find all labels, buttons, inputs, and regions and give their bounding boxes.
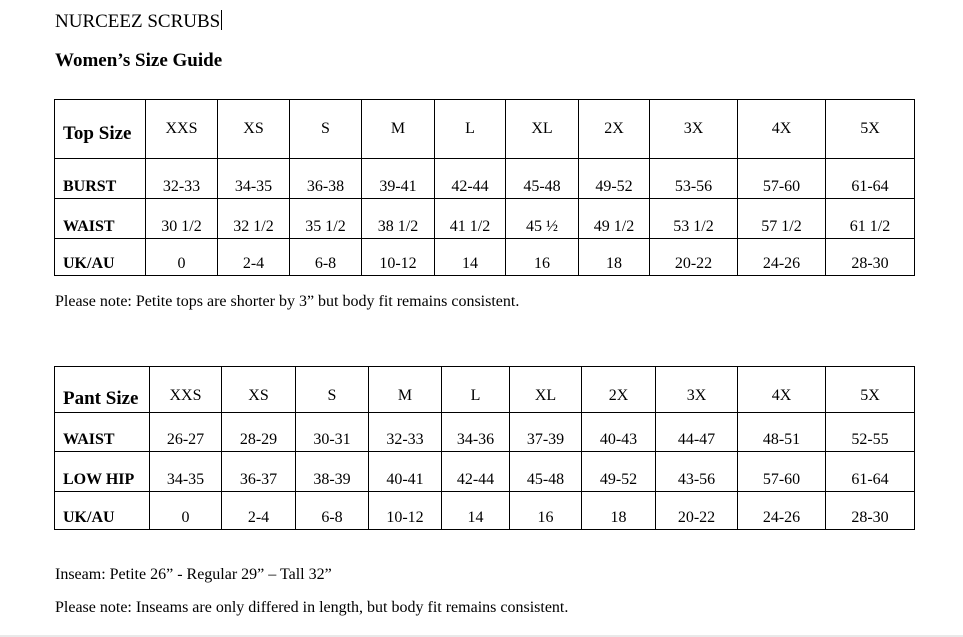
table-cell: 48-51 — [738, 413, 826, 452]
table-cell: 57 1/2 — [738, 199, 826, 239]
table-cell: 14 — [442, 492, 510, 530]
table-cell: 36-37 — [222, 452, 296, 492]
top-size-corner-label: Top Size — [55, 100, 146, 159]
table-cell: 30-31 — [296, 413, 369, 452]
table-row — [55, 159, 915, 199]
table-cell: 28-30 — [826, 239, 915, 276]
size-header: XS — [222, 367, 296, 413]
table-cell: 18 — [579, 239, 650, 276]
size-header: XS — [218, 100, 290, 159]
table-cell: 0 — [150, 492, 222, 530]
table-row — [55, 452, 915, 492]
table-cell: 2-4 — [218, 239, 290, 276]
table-cell: 2-4 — [222, 492, 296, 530]
table-cell: 49-52 — [582, 452, 656, 492]
table-cell: 49 1/2 — [579, 199, 650, 239]
row-label: WAIST — [55, 413, 150, 452]
row-label: WAIST — [55, 199, 146, 239]
inseam-note: Inseam: Petite 26” - Regular 29” – Tall 32” — [55, 566, 332, 583]
table-cell: 18 — [582, 492, 656, 530]
size-header: M — [362, 100, 435, 159]
document-brand-line — [55, 10, 222, 33]
table-cell: 39-41 — [362, 159, 435, 199]
petite-tops-note: Please note: Petite tops are shorter by 3” but body fit remains consistent. — [55, 293, 520, 310]
size-header: 5X — [826, 367, 915, 413]
table-row — [55, 492, 915, 530]
table-cell: 38 1/2 — [362, 199, 435, 239]
table-cell: 16 — [506, 239, 579, 276]
size-header: 4X — [738, 367, 826, 413]
table-cell: 6-8 — [290, 239, 362, 276]
row-label: UK/AU — [55, 492, 150, 530]
top-size-table — [54, 99, 915, 276]
row-label: BURST — [55, 159, 146, 199]
text-cursor — [221, 10, 222, 30]
table-row — [55, 199, 915, 239]
table-cell: 57-60 — [738, 159, 826, 199]
table-cell: 43-56 — [656, 452, 738, 492]
table-cell: 34-35 — [150, 452, 222, 492]
table-cell: 61 1/2 — [826, 199, 915, 239]
table-cell: 40-41 — [369, 452, 442, 492]
size-header: L — [442, 367, 510, 413]
table-cell: 20-22 — [656, 492, 738, 530]
table-cell: 34-36 — [442, 413, 510, 452]
size-header: S — [290, 100, 362, 159]
inseam-fit-note: Please note: Inseams are only differed in length, but body fit remains consistent. — [55, 599, 569, 616]
table-cell: 37-39 — [510, 413, 582, 452]
size-header: XL — [510, 367, 582, 413]
size-header: M — [369, 367, 442, 413]
size-header: 5X — [826, 100, 915, 159]
table-cell: 26-27 — [150, 413, 222, 452]
table-cell: 38-39 — [296, 452, 369, 492]
table-cell: 30 1/2 — [146, 199, 218, 239]
size-header: XL — [506, 100, 579, 159]
pant-size-corner-label: Pant Size — [55, 367, 150, 413]
table-cell: 10-12 — [369, 492, 442, 530]
table-cell: 53 1/2 — [650, 199, 738, 239]
top-table-header-row — [55, 100, 915, 159]
size-header: XXS — [150, 367, 222, 413]
size-header: 4X — [738, 100, 826, 159]
size-header: 3X — [650, 100, 738, 159]
table-cell: 10-12 — [362, 239, 435, 276]
table-cell: 16 — [510, 492, 582, 530]
table-cell: 44-47 — [656, 413, 738, 452]
table-cell: 61-64 — [826, 452, 915, 492]
table-cell: 32 1/2 — [218, 199, 290, 239]
brand-name: NURCEEZ SCRUBS — [55, 11, 221, 32]
size-header: 3X — [656, 367, 738, 413]
table-cell: 36-38 — [290, 159, 362, 199]
table-cell: 32-33 — [369, 413, 442, 452]
size-header: L — [435, 100, 506, 159]
table-cell: 28-30 — [826, 492, 915, 530]
table-cell: 20-22 — [650, 239, 738, 276]
table-cell: 0 — [146, 239, 218, 276]
size-header: 2X — [582, 367, 656, 413]
table-cell: 52-55 — [826, 413, 915, 452]
table-cell: 41 1/2 — [435, 199, 506, 239]
table-cell: 49-52 — [579, 159, 650, 199]
table-cell: 24-26 — [738, 239, 826, 276]
table-cell: 40-43 — [582, 413, 656, 452]
table-cell: 35 1/2 — [290, 199, 362, 239]
size-header: XXS — [146, 100, 218, 159]
table-cell: 42-44 — [442, 452, 510, 492]
size-header: 2X — [579, 100, 650, 159]
table-cell: 45 ½ — [506, 199, 579, 239]
size-header: S — [296, 367, 369, 413]
row-label: UK/AU — [55, 239, 146, 276]
table-cell: 32-33 — [146, 159, 218, 199]
table-row — [55, 413, 915, 452]
table-cell: 34-35 — [218, 159, 290, 199]
pant-table-header-row — [55, 367, 915, 413]
table-cell: 14 — [435, 239, 506, 276]
table-cell: 6-8 — [296, 492, 369, 530]
table-cell: 61-64 — [826, 159, 915, 199]
table-cell: 45-48 — [506, 159, 579, 199]
table-cell: 45-48 — [510, 452, 582, 492]
table-cell: 53-56 — [650, 159, 738, 199]
table-cell: 42-44 — [435, 159, 506, 199]
table-row — [55, 239, 915, 276]
pant-size-table — [54, 366, 915, 530]
table-cell: 28-29 — [222, 413, 296, 452]
table-cell: 24-26 — [738, 492, 826, 530]
row-label: LOW HIP — [55, 452, 150, 492]
table-cell: 57-60 — [738, 452, 826, 492]
guide-title: Women’s Size Guide — [55, 50, 223, 71]
